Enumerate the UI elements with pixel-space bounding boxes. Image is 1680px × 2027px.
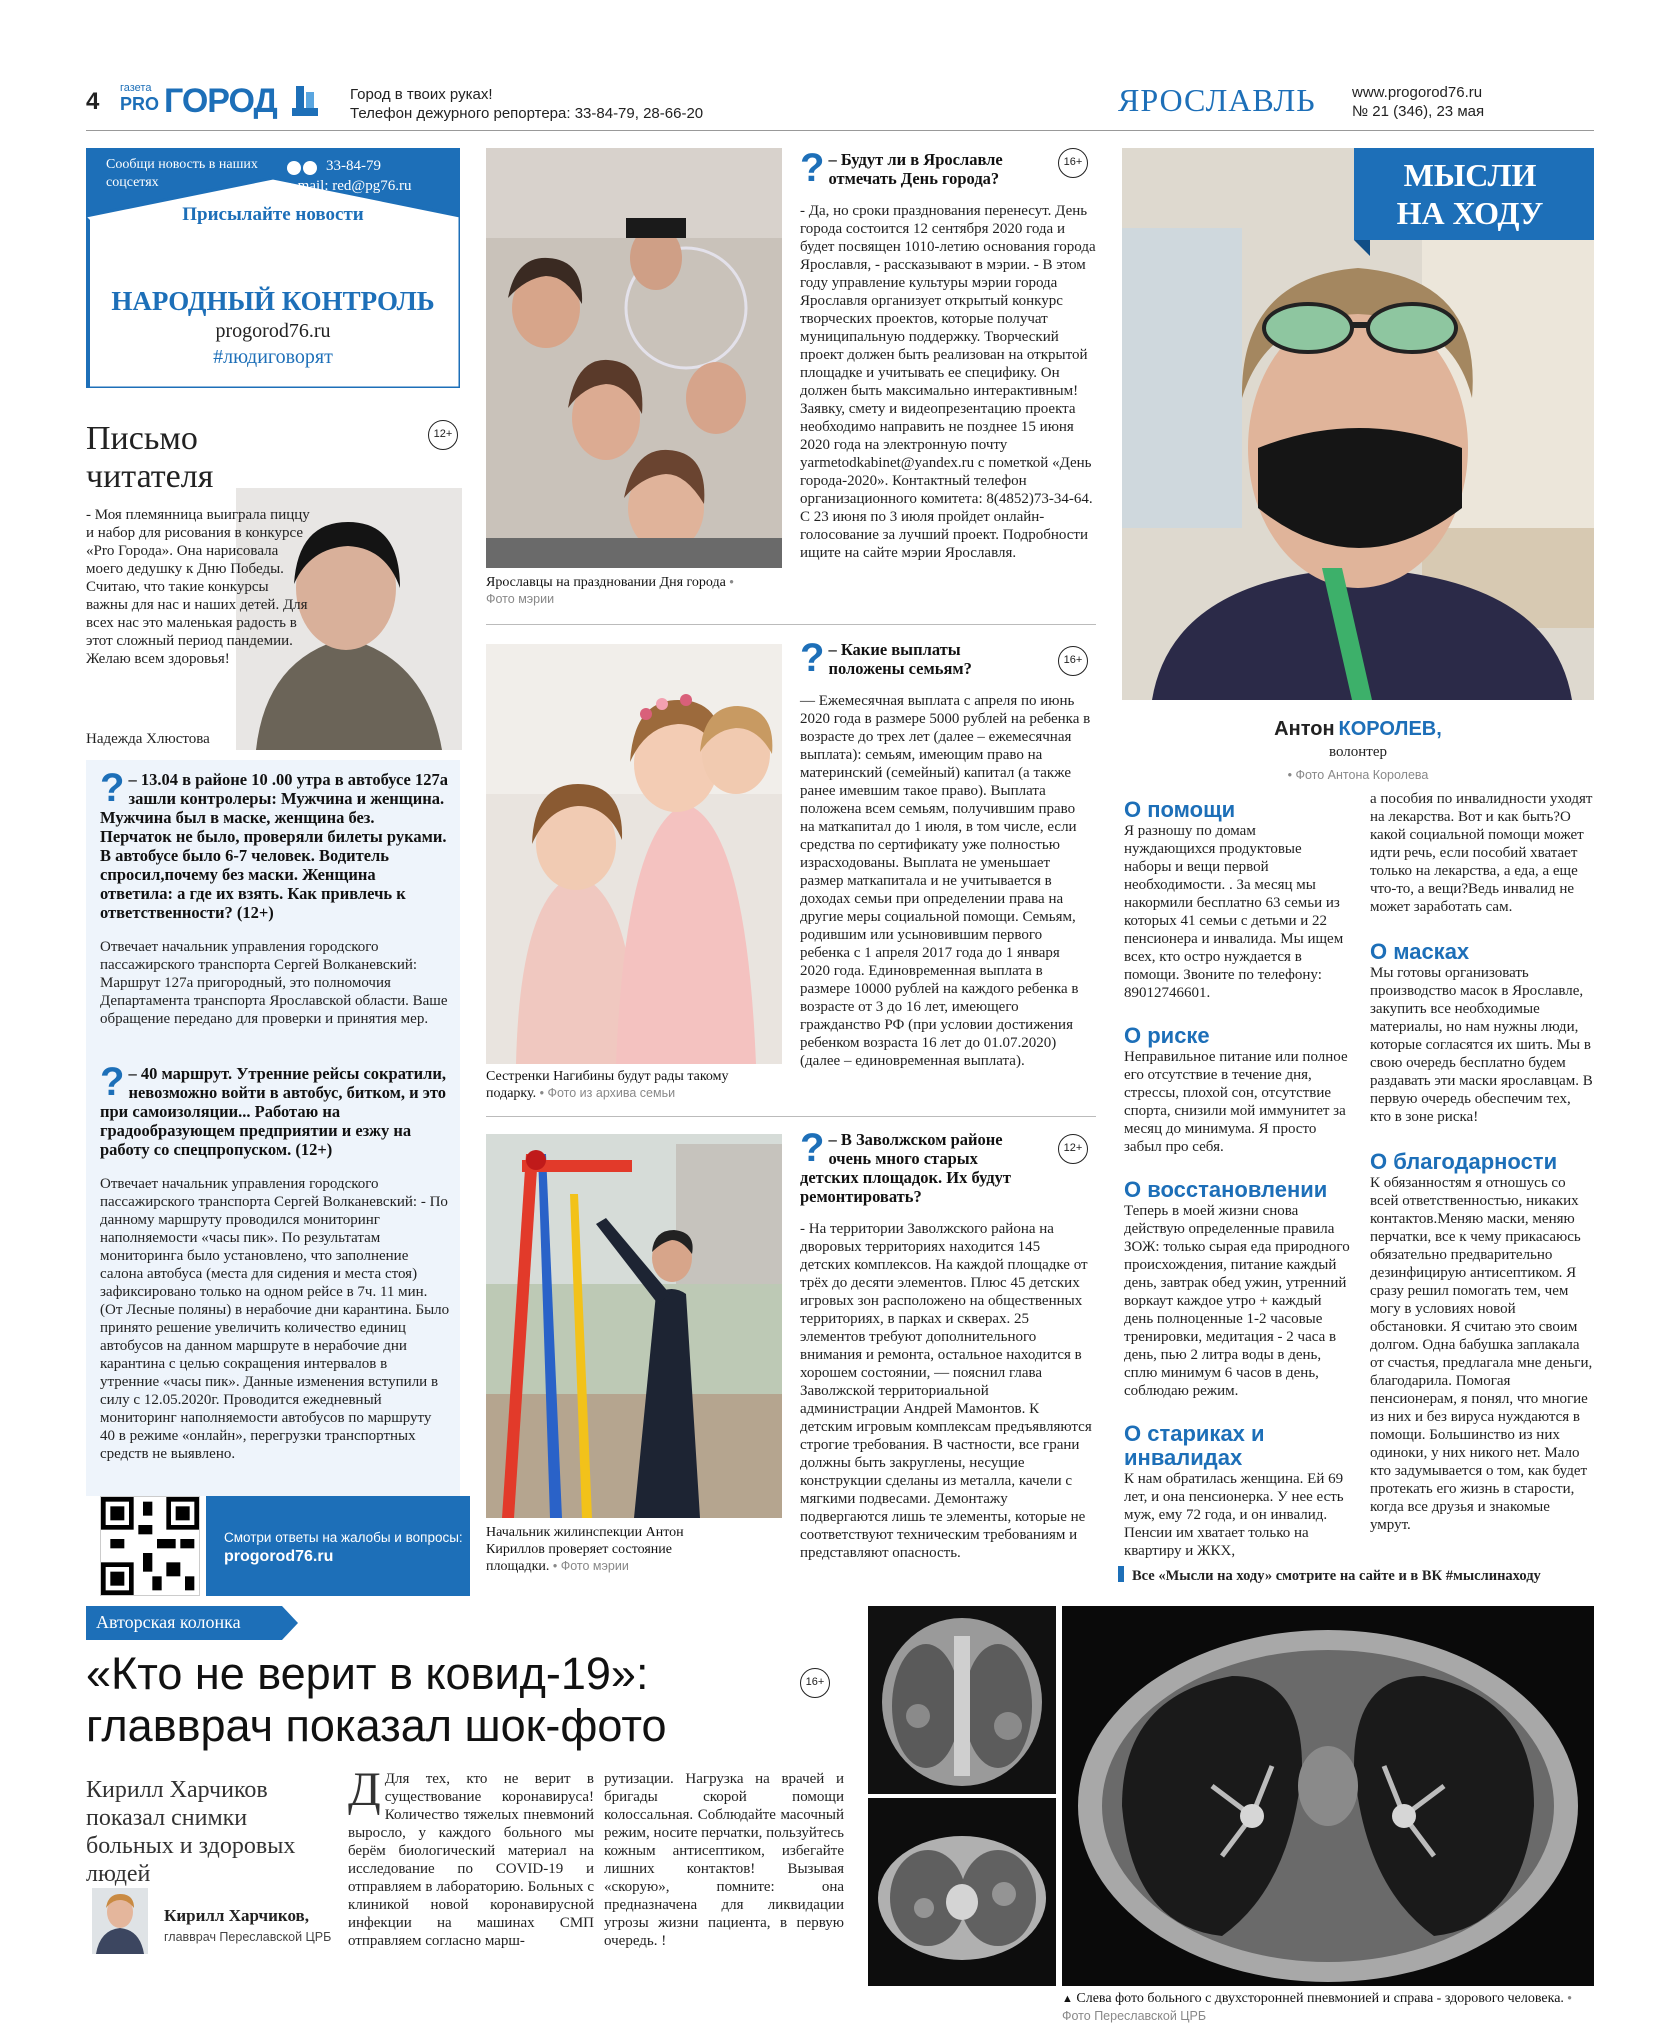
s3-text: Теперь в моей жизни снова действую определенные правила ЗОЖ: только сырая еда природного происхождения, питание каждый день, завтрак обед ужин, утренний воркаут каждое утро + каждый день полноценные 1-2 часовые тренировки, медитация - 2 часа в день, пью 2 литра воды в день, сплю минимум 6 часов в день, соблюдаю режим. [1124,1203,1350,1399]
column-text-1 [348,1763,594,1950]
ct-scan-sick-top [868,1606,1056,1794]
ct-scan-sick-bottom [868,1798,1056,1986]
narod-block [86,148,460,388]
s6-title: О благодарности [1370,1149,1558,1174]
s4-text: К нам обратилась женщина. Ей 69 лет, и она пенсионерка. У нее есть муж, ему 72 года, и он инвалид. Пенсии им хватает только на квартиру и ЖКХ, [1124,1471,1344,1559]
payments-age: 16+ [1058,646,1088,676]
playground-question: – В Заволжском районе очень много старых детских площадок. Их будут ремонтировать? [800,1130,1011,1206]
payments-caption-text: Сестренки Нагибины будут рады такому подарку. [486,1069,729,1101]
narod-phone[interactable]: 33-84-79 [326,158,381,174]
bus-question-2: – 40 маршрут. Утренние рейсы сократили, невозможно войти в автобус, битком, и это при самоизоляции... Работаю на градообразующем предприятии и езжу на работу со спецпропуском. (12+) [100,1064,447,1159]
city-day-answer: - Да, но сроки празднования перенесут. День города состоится 12 сентября 2020 года и будет посвящен 1010-летию основания города Ярославля, - рассказывают в мэрии. - В этом году управление культуры мэрии города Ярославля организует открытый конкурс творческих проектов, которые получат муниципальную поддержку. Творческий проект должен быть реализован на открытой площадке и учитывать ее специфику. Он должен быть максимально интерактивным! Заявку, смету и видеопрезентацию проекта необходимо направить не позднее 15 июня 2020 года на электронную почту yarmetodkabinet@yandex.ru с пометкой «День города-2020». Контактный телефон организационного комитета: 8(4852)73-34-64. С 23 июня по 3 июля пройдет онлайн-голосование за лучший проект. Подробности ищите на сайте мэрии Ярославля. [800,203,1096,561]
payments-question: – Какие выплаты положены семьям? [828,640,972,678]
page-number: 4 [86,88,100,115]
question-mark-icon: ? [800,146,825,190]
volunteer-last-name: КОРОЛЕВ, [1338,718,1442,740]
city-day-caption-text: Ярославцы на праздновании Дня города [486,575,726,590]
ct-caption-text: Слева фото больного с двухсторонней пневмонией и справа - здорового человека. [1076,1991,1564,2006]
column-text-2: рутизации. Нагрузка на врачей и бригады скорой помощи колоссальная. Соблюдайте масочный режим, носите перчатки, пользуйтесь кожным антисептиком, избегайте лишних контактов! Вызывая «скорую», помните: она предназначена для ликвидации угрозы жизни пациента, в первую очередь. ! [604,1771,844,1949]
payments-credit: • Фото из архива семьи [539,1086,676,1100]
thoughts-badge-text: МЫСЛИ НА ХОДУ [1396,157,1544,231]
s5-text: Мы готовы организовать производство масок в Ярославле, закупить все необходимые материалы, но нам нужны люди, которые согласятся их шить. Мы в свою очередь бесплатно будем раздавать эти маски ярославцам. В первую очередь обеспечим тех, кто в зоне риска! [1370,965,1593,1125]
playground-qa [800,1126,1092,1562]
s5-title: О масках [1370,939,1470,964]
letter-text: - Моя племянница выиграла пиццу и набор для рисования в конкурсе «Pro Города». Она нарисовала моего дедушку к Дню Победы. Считаю, что такие конкурсы важны для нас и наших детей. Для всех нас это маленькая радость в этот сложный период пандемии. Желаю всем здоровья! [86,507,310,667]
bus-question-1: – 13.04 в районе 10 .00 утра в автобусе 127а зашли контролеры: Мужчина и женщина. Мужчина был в маске, женщина без. Перчаток не было, проверяли билеты руками. В автобусе было 6-7 человек. Водитель спросил,почему без маски. Женщина ответила: а где их взять. Как привлечь к ответственности? (12+) [100,770,448,922]
bus-qa-2 [100,1060,450,1463]
bus-qa-1 [100,766,450,1028]
logo-hand-icon [288,82,322,122]
thoughts-col2 [1370,790,1594,1534]
playground-age: 12+ [1058,1134,1088,1164]
thoughts-badge [1354,148,1594,240]
volunteer-first-name: Антон [1274,718,1335,740]
qr-site[interactable]: progorod76.ru [224,1548,334,1565]
letter-author: Надежда Хлюстова [86,731,210,747]
narod-send: Присылайте новости [182,204,364,225]
phone-icon [286,160,320,176]
qr-blue-panel[interactable] [206,1496,470,1596]
header-city: ЯРОСЛАВЛЬ [1118,82,1316,118]
narod-site[interactable]: progorod76.ru [215,320,331,342]
c2-top-text: а пособия по инвалидности уходят на лекарства. Вот и как быть?О какой социальной помощи может идти речь, если пособий хватает только на лекарства, а еда, а еще что-то, а вещи?Ведь инвалид не может заработать сам. [1370,791,1593,915]
letter-title: Письмо читателя [86,420,214,495]
playground-credit: • Фото мэрии [552,1559,629,1573]
payments-answer: — Ежемесячная выплата с апреля по июнь 2020 года в размере 5000 рублей на ребенка в возрасте до трех лет (далее – ежемесячная выплата): семьям, имеющим право на материнский (семейный) капитал (а также ранее имевшим такое право). Выплата положена всем семьям, получившим право на маткапитал до 1 июля, в том числе, если средства по сертификату уже полностью израсходованы. Выплата не уменьшает размер маткапитала и не учитывается в доходах семьи при определении права на другие меры социальной помощи. Семьям, родившим или усыновившим первого ребенка с 1 апреля 2017 года до 1 января 2020 года. Единовременная выплата в размере 10000 рублей на каждого ребенка в возрасте от 3 до 16 лет, имеющего гражданство РФ (при условии достижения ребенком возраста 16 лет до 01.07.2020) (далее – единовременная выплата). [800,693,1091,1069]
s3-title: О восстановлении [1124,1177,1328,1202]
ct-caption [1062,1990,1594,2025]
qr-box [100,1496,470,1598]
header-issue: № 21 (346), 23 мая [1352,103,1485,120]
s2-text: Неправильное питание или полное его отсутствие в течение дня, стрессы, плохой сон, отсутствие спорта, снизили мой иммунитет за месяц до минимума. Я просто забыл про себя. [1124,1049,1348,1155]
playground-photo [486,1134,782,1518]
ct-scan-healthy [1062,1606,1594,1986]
header-slogan: Город в твоих руках! [350,86,493,103]
logo-pro: PRO [120,94,160,114]
logo [120,82,330,124]
volunteer-name [1122,718,1594,741]
column-lead: Кирилл Харчиков показал снимки больных и здоровых людей [86,1777,296,1887]
city-day-age: 16+ [1058,148,1088,178]
city-day-photo [486,148,782,568]
s2-title: О риске [1124,1023,1210,1048]
narod-title: НАРОДНЫЙ КОНТРОЛЬ [111,286,435,316]
question-mark-icon: ? [800,1126,825,1170]
volunteer-credit: • Фото Антона Королева [1287,768,1429,782]
thoughts-footer-text: Все «Мысли на ходу» смотрите на сайте и в ВК #мыслинаходу [1132,1568,1541,1584]
author-name: Кирилл Харчиков, [164,1906,309,1925]
question-mark-icon: ? [100,766,125,810]
question-mark-icon: ? [100,1060,125,1104]
narod-email[interactable]: e-mail: red@pg76.ru [286,178,412,194]
logo-small: газета [120,82,152,94]
column-age: 16+ [800,1668,830,1698]
s1-title: О помощи [1124,797,1236,822]
ct-credit: • Фото Переславской ЦРБ [1062,1991,1572,2023]
column-tag [86,1606,298,1640]
footer-marker-icon [1118,1566,1124,1582]
city-day-caption [486,574,746,608]
header-phone: Телефон дежурного репортера: 33-84-79, 28-66-20 [350,105,704,122]
header-website[interactable]: www.progorod76.ru [1352,84,1483,101]
question-mark-icon: ? [800,636,825,680]
city-day-credit: • Фото мэрии [486,575,734,606]
qr-code-icon[interactable] [100,1496,200,1596]
playground-caption [486,1524,736,1575]
s6-text: К обязанностям я отношусь со всей ответственностью, никаких контактов.Меняю маски, меняю перчатки, все к чему прикасаюсь обязательно предварительно дезинфицирую антисептиком. Я сразу решил помогать тем, чем могу в условиях новой обстановки. Я считаю это своим долгом. Одна бабушка заплакала от счастья, предлагала мне деньги, благодарила. Помогая пенсионерам, я понял, что многие из них и без вируса нуждаются в помощи. Большинство из них одиноки, у них никого нет. Мало кто задумывается о том, как будет протекать его жизнь в старости, когда все друзья и знакомые умрут. [1370,1175,1593,1533]
playground-caption-text: Начальник жилинспекции Антон Кириллов проверяет состояние площадки. [486,1525,684,1574]
narod-top-text: Сообщи новость в наших соцсетях [106,157,258,190]
volunteer-role: волонтер [1328,744,1387,760]
city-day-question: – Будут ли в Ярославле отмечать День города? [828,150,1003,188]
thoughts-badge-tail [1354,240,1370,256]
mid-divider-1 [486,624,1096,625]
column-text-1-body: Для тех, кто не верит в существование коронавируса!Количество тяжелых пневмоний выросло, у каждого больного мы берём биологический материал на исследование по COVID-19 и отправляем в лабораторию. Больных с клиникой новой коронавирусной инфекции на машинах СМП отправляем согласно марш- [348,1771,594,1949]
payments-caption [486,1068,782,1102]
s1-text: Я разношу по домам нуждающихся продуктовые наборы и вещи первой необходимости. . За месяц мы накормили бесплатно 63 семьи из которых 41 семьи с детьми и 22 пенсионера и инвалида. Мы ищем всех, кто остро нуждается в помощи. Звоните по телефону: 89012746601. [1124,823,1344,1001]
header-rule [86,130,1594,131]
bus-answer-2: Отвечает начальник управления городского пассажирского транспорта Сергей Волканевский: - По данному маршруту проводился мониторинг наполняемости «часы пик». По результатам мониторинга было установлено, что заполнение салона автобуса (места для сидения и места стоя) зафиксировано только на одном рейсе в 7ч. 11 мин. (От Лесные поляны) в нерабочие дни карантина. Было принято решение увеличить количество единиц автобусов на данном маршруте в нерабочие дни карантина с целью сокращения интервалов в утренние «часы пик». Данные изменения вступили в силу с 12.05.2020г. Проводится ежедневный мониторинг наполняемости автобусов по маршруту 40 в режиме «онлайн», перегрузки транспортных средств не выявлено. [100,1176,450,1462]
logo-gorod: ГОРОД [164,82,277,120]
column-headline: «Кто не верит в ковид-19»: главврач показал шок-фото [86,1648,667,1751]
thoughts-footer[interactable] [1118,1566,1598,1585]
city-day-qa [800,146,1100,562]
payments-photo [486,644,782,1064]
s4-title: О стариках и инвалидах [1124,1421,1265,1470]
playground-answer: - На территории Заволжского района на дворовых территориях находится 145 детских комплексов. На каждой площадке от трёх до десяти элементов. Плюс 45 детских игровых зон расположено на общественных территориях, в парках и скверах. 25 элементов требуют дополнительного внимания и ремонта, остальное находится в хорошем состоянии, — пояснил глава Заволжской территориальной администрации Андрей Мамонтов. К детским игровым комплексам предъявляются строгие требования. В частности, все грани должны быть закруглены, несущие конструкции сделаны из металла, качели с мягкими подвесами. Демонтажу подвергаются лишь те элементы, которые не соответствуют техническим требованиям и представляют опасность. [800,1221,1092,1561]
caption-triangle-icon: ▲ [1062,1993,1073,2005]
narod-hashtag[interactable]: #людиговорят [213,346,333,368]
mid-divider-2 [486,1116,1096,1117]
bus-answer-1: Отвечает начальник управления городского пассажирского транспорта Сергей Волканевский: Маршрут 127а пригородный, это полномочия Департамента транспорта Ярославской области. Ваше обращение передано для проверки и принятия мер. [100,939,448,1027]
author-role: главврач Переславской ЦРБ [164,1930,332,1944]
column-tag-text: Авторская колонка [96,1612,241,1632]
column-drop-cap: Д [348,1763,381,1816]
payments-qa [800,636,1092,1070]
letter-age: 12+ [428,420,458,450]
thoughts-col1 [1124,798,1350,1560]
author-photo [92,1888,148,1954]
qr-text: Смотри ответы на жалобы и вопросы: [224,1530,463,1545]
